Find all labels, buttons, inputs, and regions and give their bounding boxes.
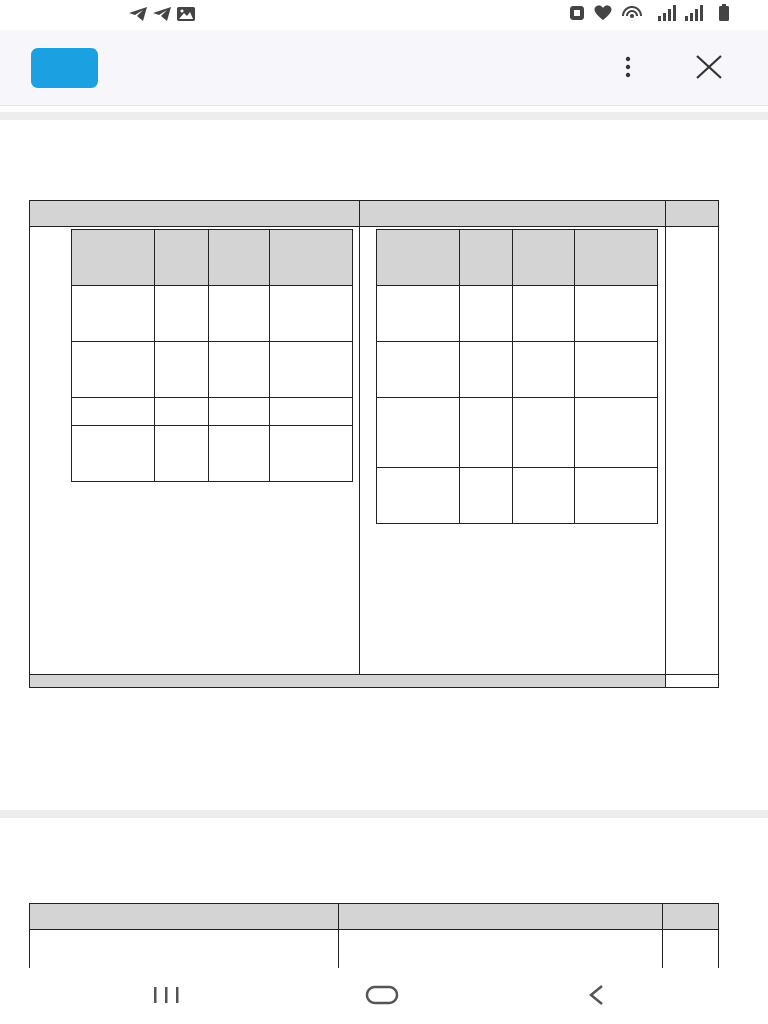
answers-cell: [339, 930, 663, 969]
status-system-icons: [569, 4, 730, 21]
column-header: [376, 230, 459, 286]
table-row: [376, 398, 657, 468]
telegram-icon: [128, 6, 148, 22]
answer-data-table: [376, 229, 658, 524]
table-cell: [459, 468, 513, 524]
questions-cell: [30, 227, 360, 675]
header-pertanyaan: [30, 201, 360, 227]
column-header: [575, 230, 658, 286]
table-cell: [72, 342, 155, 398]
total-label: [30, 675, 666, 688]
page-divider: [0, 810, 768, 818]
header-skor: [665, 201, 718, 227]
pertemuan-3-clip: [0, 900, 768, 968]
table-cell: [575, 468, 658, 524]
telegram-icon: [152, 6, 172, 22]
table-cell: [208, 398, 270, 426]
table-cell: [513, 468, 575, 524]
column-header: [459, 230, 513, 286]
column-header: [270, 230, 353, 286]
table-cell: [270, 398, 353, 426]
table-cell: [513, 286, 575, 342]
table-row: [72, 398, 353, 426]
close-icon[interactable]: [694, 52, 724, 82]
column-header: [72, 230, 155, 286]
navigation-bar: [0, 968, 768, 1024]
ad-banner[interactable]: [0, 30, 768, 106]
question-data-table: [71, 229, 353, 482]
total-value: [665, 675, 718, 688]
column-header: [154, 230, 208, 286]
more-options-icon[interactable]: [620, 54, 636, 82]
table-cell: [513, 398, 575, 468]
table-cell: [72, 398, 155, 426]
signal-icon: [657, 5, 677, 21]
table-cell: [376, 398, 459, 468]
battery-icon: [718, 4, 730, 21]
column-header: [208, 230, 270, 286]
table-cell: [72, 426, 155, 482]
table-row: [72, 286, 353, 342]
score-cell: [665, 227, 718, 675]
table-cell: [376, 468, 459, 524]
header-kunci-jawaban: [339, 904, 663, 930]
table-cell: [270, 426, 353, 482]
header-kunci-jawaban: [359, 201, 665, 227]
table-cell: [208, 426, 270, 482]
table-cell: [154, 286, 208, 342]
status-notification-icons: [128, 6, 196, 22]
pertemuan-2-table: [29, 200, 719, 688]
heart-icon: [592, 4, 614, 21]
column-header: [513, 230, 575, 286]
table-cell: [376, 286, 459, 342]
table-row: [72, 342, 353, 398]
table-cell: [575, 398, 658, 468]
table-row: [376, 342, 657, 398]
table-row: [72, 426, 353, 482]
home-icon[interactable]: [365, 984, 399, 1006]
recent-apps-icon[interactable]: [152, 984, 182, 1006]
table-cell: [575, 342, 658, 398]
table-cell: [154, 342, 208, 398]
table-cell: [575, 286, 658, 342]
traveloka-logo[interactable]: [31, 48, 98, 88]
hotspot-icon: [621, 4, 643, 21]
table-row: [376, 286, 657, 342]
status-bar: [0, 0, 768, 30]
back-icon[interactable]: [586, 984, 608, 1006]
table-cell: [154, 426, 208, 482]
table-cell: [459, 286, 513, 342]
pertemuan-3-table: [29, 903, 719, 968]
score-cell: [663, 930, 719, 969]
table-cell: [513, 342, 575, 398]
answers-cell: [359, 227, 665, 675]
table-cell: [459, 342, 513, 398]
gallery-icon: [176, 6, 196, 22]
table-cell: [459, 398, 513, 468]
table-cell: [270, 286, 353, 342]
table-cell: [208, 342, 270, 398]
table-cell: [72, 286, 155, 342]
page-divider: [0, 112, 768, 120]
table-cell: [154, 398, 208, 426]
header-skor: [663, 904, 719, 930]
table-row: [376, 468, 657, 524]
screenshot-icon: [569, 4, 585, 21]
table-cell: [208, 286, 270, 342]
table-cell: [270, 342, 353, 398]
header-pertanyaan: [30, 904, 339, 930]
question-cell: [30, 930, 339, 969]
signal-icon: [684, 5, 704, 21]
table-cell: [376, 342, 459, 398]
